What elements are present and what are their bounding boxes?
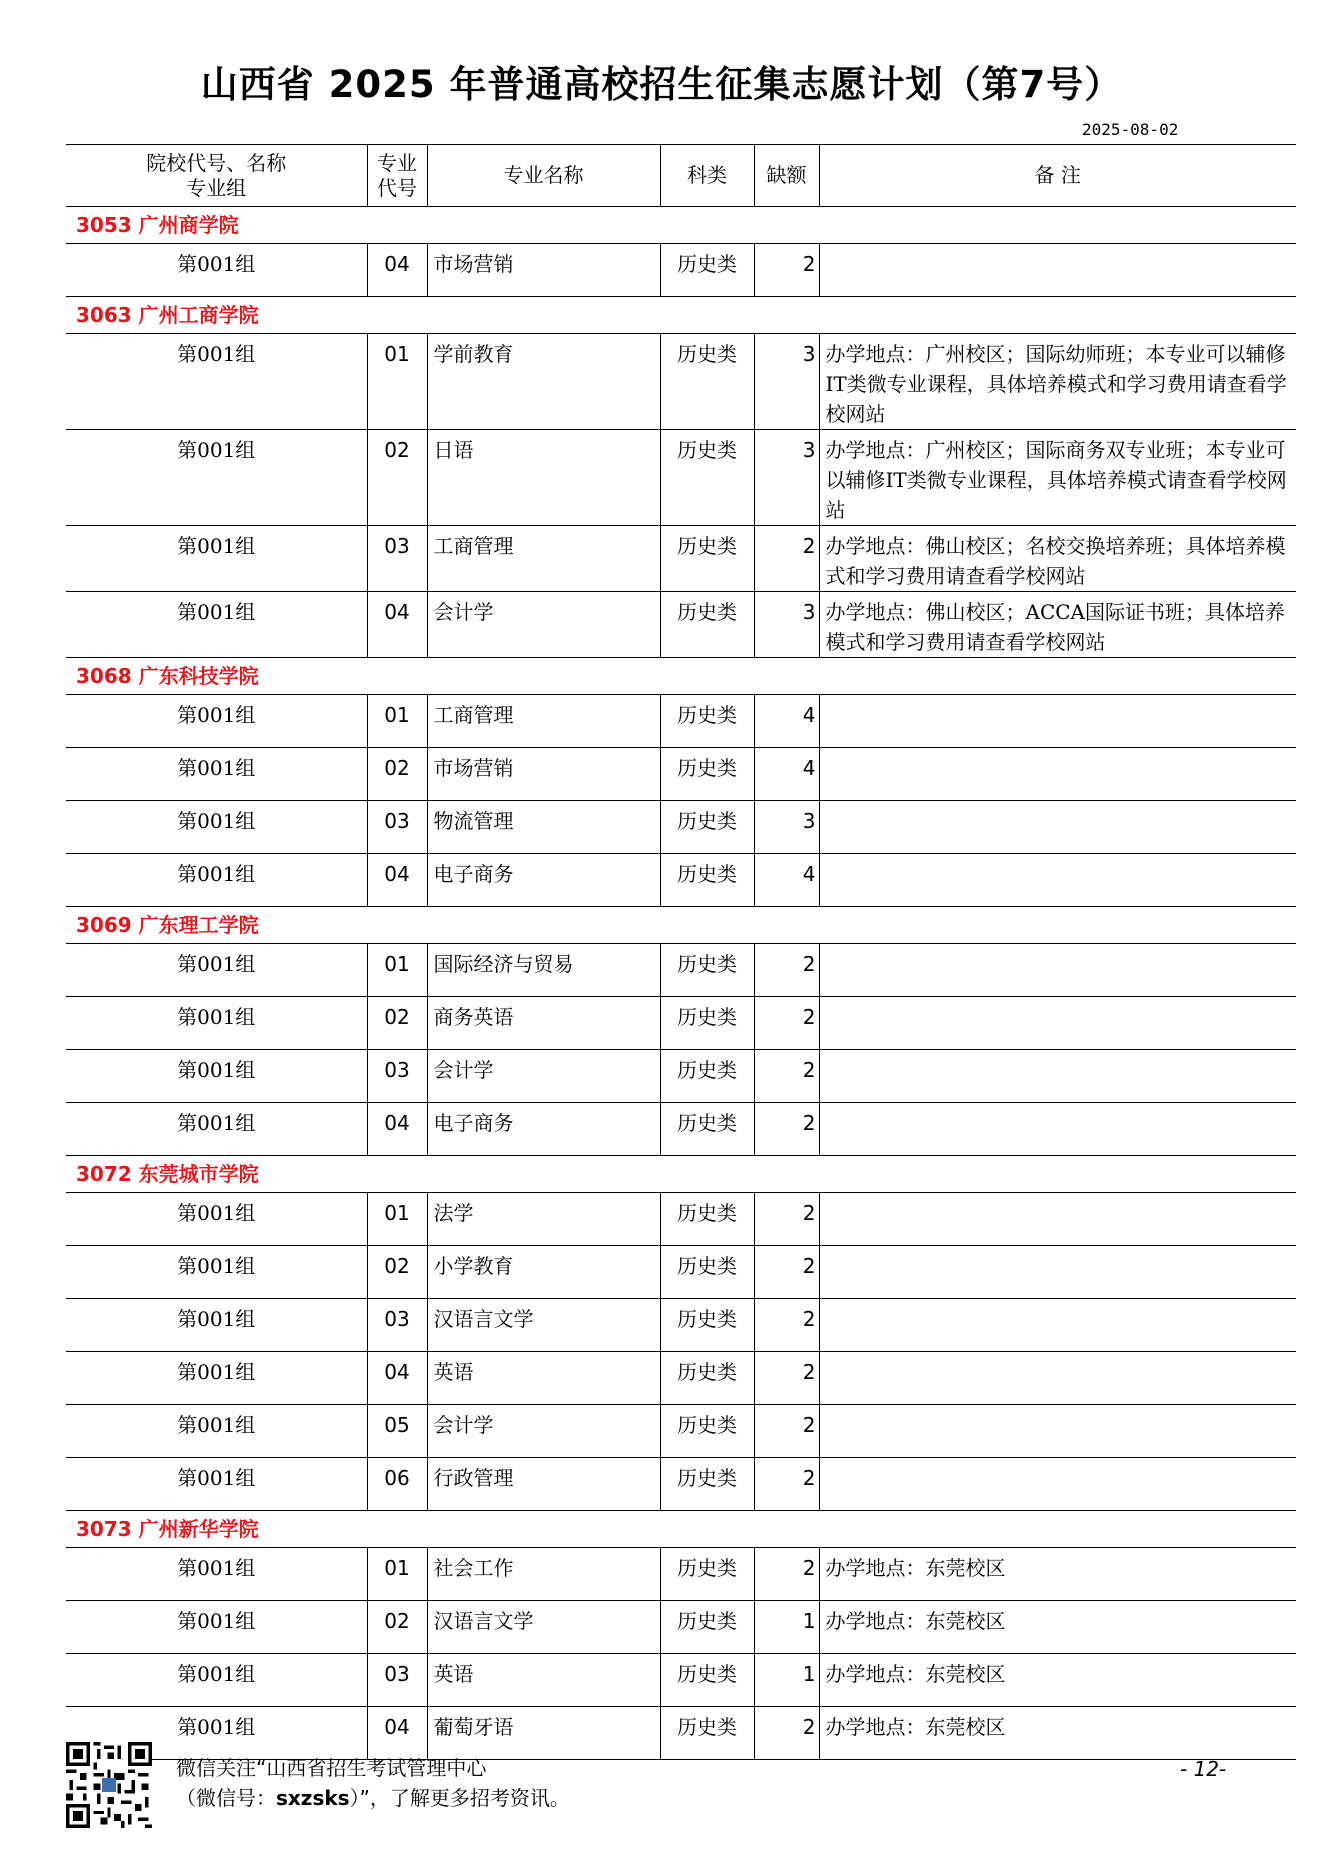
note-cell: [819, 1299, 1296, 1352]
group-cell: 第001组: [66, 1601, 367, 1654]
group-cell: 第001组: [66, 1050, 367, 1103]
major-code-cell: 03: [367, 1299, 427, 1352]
note-cell: [819, 1458, 1296, 1511]
major-code-cell: 02: [367, 430, 427, 526]
group-cell: 第001组: [66, 1352, 367, 1405]
major-code-cell: 03: [367, 1050, 427, 1103]
table-row: [66, 430, 1296, 526]
quota-cell: 2: [754, 244, 819, 297]
wechat-id: sxzsks: [276, 1786, 350, 1810]
table-row: [66, 944, 1296, 997]
major-name-cell: 物流管理: [427, 801, 660, 854]
school-header-row: [66, 1156, 1296, 1193]
major-code-cell: 04: [367, 244, 427, 297]
table-row: [66, 748, 1296, 801]
category-cell: 历史类: [660, 334, 754, 430]
group-cell: 第001组: [66, 1458, 367, 1511]
header-category: 科类: [660, 145, 754, 207]
school-header-row: [66, 907, 1296, 944]
publish-date: 2025-08-02: [1082, 120, 1179, 139]
quota-cell: 2: [754, 1193, 819, 1246]
note-cell: 办学地点：广州校区；国际商务双专业班；本专业可以辅修IT类微专业课程，具体培养模式请查看学校网站: [819, 430, 1296, 526]
quota-cell: 4: [754, 695, 819, 748]
quota-cell: 2: [754, 1246, 819, 1299]
note-cell: 办学地点：佛山校区；名校交换培养班；具体培养模式和学习费用请查看学校网站: [819, 526, 1296, 592]
category-cell: 历史类: [660, 801, 754, 854]
note-cell: 办学地点：东莞校区: [819, 1601, 1296, 1654]
major-code-cell: 04: [367, 1103, 427, 1156]
note-cell: [819, 1246, 1296, 1299]
school-header-row: [66, 658, 1296, 695]
school-header-row: [66, 207, 1296, 244]
quota-cell: 1: [754, 1654, 819, 1707]
quota-cell: 2: [754, 1352, 819, 1405]
major-code-cell: 01: [367, 334, 427, 430]
group-cell: 第001组: [66, 695, 367, 748]
category-cell: 历史类: [660, 695, 754, 748]
group-cell: 第001组: [66, 1299, 367, 1352]
page-title: 山西省 2025 年普通高校招生征集志愿计划（第7号）: [200, 63, 1123, 106]
major-code-cell: 01: [367, 695, 427, 748]
group-cell: 第001组: [66, 1103, 367, 1156]
header-quota: 缺额: [754, 145, 819, 207]
table-row: [66, 695, 1296, 748]
major-code-cell: 02: [367, 1246, 427, 1299]
table-row: [66, 592, 1296, 658]
major-code-cell: 04: [367, 592, 427, 658]
major-name-cell: 小学教育: [427, 1246, 660, 1299]
table-row: [66, 997, 1296, 1050]
quota-cell: 4: [754, 748, 819, 801]
note-cell: [819, 944, 1296, 997]
group-cell: 第001组: [66, 1193, 367, 1246]
quota-cell: 4: [754, 854, 819, 907]
group-cell: 第001组: [66, 1548, 367, 1601]
note-cell: [819, 997, 1296, 1050]
major-code-cell: 04: [367, 1707, 427, 1760]
qr-code-icon: [66, 1742, 152, 1828]
major-code-cell: 02: [367, 748, 427, 801]
school-name: 3073 广州新华学院: [66, 1511, 1296, 1548]
note-cell: [819, 244, 1296, 297]
major-name-cell: 学前教育: [427, 334, 660, 430]
group-cell: 第001组: [66, 944, 367, 997]
note-cell: 办学地点：东莞校区: [819, 1548, 1296, 1601]
quota-cell: 3: [754, 430, 819, 526]
category-cell: 历史类: [660, 592, 754, 658]
group-cell: 第001组: [66, 997, 367, 1050]
category-cell: 历史类: [660, 1050, 754, 1103]
major-code-cell: 04: [367, 1352, 427, 1405]
quota-cell: 2: [754, 1707, 819, 1760]
table-row: [66, 1458, 1296, 1511]
school-name: 3068 广东科技学院: [66, 658, 1296, 695]
group-cell: 第001组: [66, 748, 367, 801]
major-name-cell: 工商管理: [427, 526, 660, 592]
category-cell: 历史类: [660, 1299, 754, 1352]
table-row: [66, 244, 1296, 297]
school-name: 3069 广东理工学院: [66, 907, 1296, 944]
major-code-cell: 03: [367, 526, 427, 592]
table-header-row: [66, 145, 1296, 207]
quota-cell: 2: [754, 1299, 819, 1352]
note-cell: [819, 801, 1296, 854]
enrollment-plan-table: [66, 144, 1296, 1760]
group-cell: 第001组: [66, 854, 367, 907]
quota-cell: 2: [754, 1458, 819, 1511]
major-name-cell: 市场营销: [427, 244, 660, 297]
category-cell: 历史类: [660, 854, 754, 907]
school-name: 3053 广州商学院: [66, 207, 1296, 244]
header-major: 专业名称: [427, 145, 660, 207]
group-cell: 第001组: [66, 592, 367, 658]
category-cell: 历史类: [660, 526, 754, 592]
quota-cell: 2: [754, 1050, 819, 1103]
note-cell: [819, 854, 1296, 907]
page-number: - 12-: [1180, 1757, 1227, 1781]
table-row: [66, 1707, 1296, 1760]
note-cell: [819, 748, 1296, 801]
note-cell: [819, 1103, 1296, 1156]
major-code-cell: 02: [367, 1601, 427, 1654]
table-row: [66, 526, 1296, 592]
group-cell: 第001组: [66, 801, 367, 854]
category-cell: 历史类: [660, 1103, 754, 1156]
header-note: 备 注: [819, 145, 1296, 207]
note-cell: [819, 1193, 1296, 1246]
footer-notice: [176, 1753, 570, 1813]
major-name-cell: 汉语言文学: [427, 1299, 660, 1352]
group-cell: 第001组: [66, 244, 367, 297]
major-code-cell: 06: [367, 1458, 427, 1511]
footer-line-2-prefix: （微信号：: [176, 1786, 276, 1810]
major-name-cell: 市场营销: [427, 748, 660, 801]
category-cell: 历史类: [660, 244, 754, 297]
group-cell: 第001组: [66, 430, 367, 526]
table-row: [66, 1405, 1296, 1458]
table-row: [66, 854, 1296, 907]
major-name-cell: 会计学: [427, 1405, 660, 1458]
major-name-cell: 汉语言文学: [427, 1601, 660, 1654]
group-cell: 第001组: [66, 1246, 367, 1299]
school-name: 3063 广州工商学院: [66, 297, 1296, 334]
category-cell: 历史类: [660, 430, 754, 526]
group-cell: 第001组: [66, 1707, 367, 1760]
major-name-cell: 葡萄牙语: [427, 1707, 660, 1760]
major-name-cell: 国际经济与贸易: [427, 944, 660, 997]
group-cell: 第001组: [66, 526, 367, 592]
major-name-cell: 日语: [427, 430, 660, 526]
category-cell: 历史类: [660, 748, 754, 801]
table-row: [66, 801, 1296, 854]
category-cell: 历史类: [660, 1707, 754, 1760]
major-name-cell: 工商管理: [427, 695, 660, 748]
category-cell: 历史类: [660, 1458, 754, 1511]
major-name-cell: 会计学: [427, 1050, 660, 1103]
table-row: [66, 1246, 1296, 1299]
table-row: [66, 1299, 1296, 1352]
quota-cell: 3: [754, 592, 819, 658]
major-name-cell: 会计学: [427, 592, 660, 658]
table-row: [66, 1601, 1296, 1654]
quota-cell: 3: [754, 334, 819, 430]
major-name-cell: 商务英语: [427, 997, 660, 1050]
note-cell: 办学地点：广州校区；国际幼师班；本专业可以辅修IT类微专业课程，具体培养模式和学习费用请查看学校网站: [819, 334, 1296, 430]
note-cell: 办学地点：东莞校区: [819, 1654, 1296, 1707]
table-row: [66, 1050, 1296, 1103]
category-cell: 历史类: [660, 997, 754, 1050]
major-name-cell: 行政管理: [427, 1458, 660, 1511]
table-row: [66, 1654, 1296, 1707]
note-cell: [819, 1405, 1296, 1458]
note-cell: [819, 1050, 1296, 1103]
major-code-cell: 03: [367, 801, 427, 854]
major-code-cell: 03: [367, 1654, 427, 1707]
table-row: [66, 1103, 1296, 1156]
school-header-row: [66, 297, 1296, 334]
quota-cell: 2: [754, 1548, 819, 1601]
category-cell: 历史类: [660, 1193, 754, 1246]
group-cell: 第001组: [66, 334, 367, 430]
table-row: [66, 1548, 1296, 1601]
category-cell: 历史类: [660, 944, 754, 997]
note-cell: 办学地点：东莞校区: [819, 1707, 1296, 1760]
quota-cell: 2: [754, 1103, 819, 1156]
major-code-cell: 05: [367, 1405, 427, 1458]
header-group: 院校代号、名称 专业组: [66, 145, 367, 207]
group-cell: 第001组: [66, 1654, 367, 1707]
major-code-cell: 02: [367, 997, 427, 1050]
footer-line-1: 微信关注“山西省招生考试管理中心: [176, 1756, 487, 1780]
table-row: [66, 1352, 1296, 1405]
major-code-cell: 04: [367, 854, 427, 907]
category-cell: 历史类: [660, 1654, 754, 1707]
major-name-cell: 社会工作: [427, 1548, 660, 1601]
major-code-cell: 01: [367, 1548, 427, 1601]
table-row: [66, 334, 1296, 430]
major-name-cell: 英语: [427, 1352, 660, 1405]
major-name-cell: 法学: [427, 1193, 660, 1246]
school-name: 3072 东莞城市学院: [66, 1156, 1296, 1193]
footer-line-2-suffix: ）”，了解更多招考资讯。: [349, 1786, 570, 1810]
quota-cell: 1: [754, 1601, 819, 1654]
quota-cell: 2: [754, 997, 819, 1050]
table-row: [66, 1193, 1296, 1246]
quota-cell: 2: [754, 526, 819, 592]
major-name-cell: 电子商务: [427, 1103, 660, 1156]
quota-cell: 2: [754, 1405, 819, 1458]
category-cell: 历史类: [660, 1352, 754, 1405]
major-code-cell: 01: [367, 944, 427, 997]
note-cell: [819, 695, 1296, 748]
header-code: 专业 代号: [367, 145, 427, 207]
group-cell: 第001组: [66, 1405, 367, 1458]
major-name-cell: 电子商务: [427, 854, 660, 907]
quota-cell: 2: [754, 944, 819, 997]
category-cell: 历史类: [660, 1405, 754, 1458]
category-cell: 历史类: [660, 1601, 754, 1654]
major-name-cell: 英语: [427, 1654, 660, 1707]
category-cell: 历史类: [660, 1548, 754, 1601]
note-cell: [819, 1352, 1296, 1405]
note-cell: 办学地点：佛山校区；ACCA国际证书班；具体培养模式和学习费用请查看学校网站: [819, 592, 1296, 658]
school-header-row: [66, 1511, 1296, 1548]
major-code-cell: 01: [367, 1193, 427, 1246]
quota-cell: 3: [754, 801, 819, 854]
footer-line-2: [176, 1783, 570, 1813]
category-cell: 历史类: [660, 1246, 754, 1299]
